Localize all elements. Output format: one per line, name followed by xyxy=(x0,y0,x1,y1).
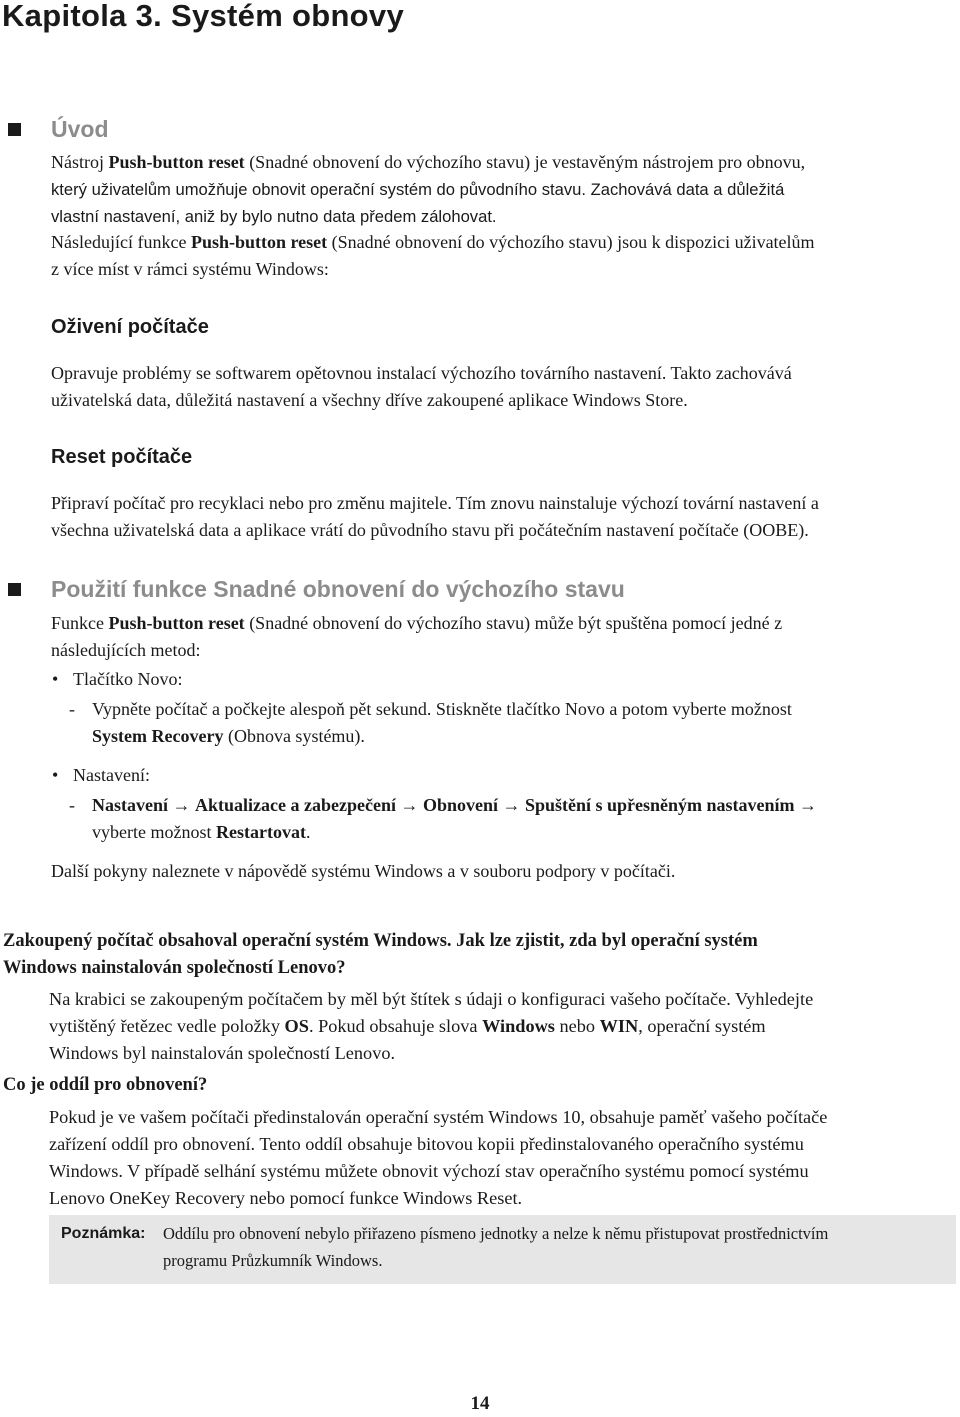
note-box xyxy=(49,1215,956,1284)
arrow-right-icon: → xyxy=(400,795,419,815)
text-line xyxy=(92,792,817,819)
page-number: 14 xyxy=(470,1393,490,1414)
subheading-refresh: Oživení počítače xyxy=(51,316,209,338)
text-line: Vypněte počítač a počkejte alespoň pět sekund. Stiskněte tlačítko Novo a potom vyberte možnost xyxy=(92,699,792,719)
label-os: OS xyxy=(284,1016,309,1036)
text-line: následujících metod: xyxy=(51,640,201,660)
text-line: Windows. V případě selhání systému můžete obnovit výchozí stav operačního systému pomocí systému xyxy=(49,1161,809,1181)
text-run: . xyxy=(305,822,311,842)
settings-path xyxy=(92,792,817,846)
text-line: všechna uživatelská data a aplikace vrátí do původního stavu při počátečním nastavení počítače (OOBE). xyxy=(51,520,809,540)
arrow-right-icon: → xyxy=(799,795,818,815)
text-line: Zakoupený počítač obsahoval operační systém Windows. Jak lze zjistit, zda byl operační systém xyxy=(3,931,758,951)
text-line: uživatelská data, důležitá nastavení a všechny dříve zakoupené aplikace Windows Store. xyxy=(51,390,688,410)
bullet-label-novo: Tlačítko Novo: xyxy=(73,669,183,689)
text-run: Nástroj xyxy=(51,152,109,172)
text-line: zařízení oddíl pro obnovení. Tento oddíl obsahuje bitovou kopii předinstalovaného operačního systému xyxy=(49,1134,804,1154)
usage-intro-paragraph xyxy=(51,610,782,664)
arrow-right-icon: → xyxy=(502,795,521,815)
text-run: (Snadné obnovení do výchozího stavu) může být spuštěna pomocí jedné z xyxy=(244,613,783,633)
text-line xyxy=(51,610,782,637)
path-step: Spuštění s upřesněným nastavením xyxy=(524,795,795,815)
arrow-right-icon: → xyxy=(172,795,191,815)
intro-paragraph-2 xyxy=(51,229,815,283)
menu-option-name: System Recovery xyxy=(92,726,224,746)
text-line: Připraví počítač pro recyklaci nebo pro změnu majitele. Tím znovu nainstaluje výchozí tovární nastavení a xyxy=(51,493,819,513)
intro-paragraph-1 xyxy=(51,149,805,230)
dash-marker: - xyxy=(69,699,75,719)
text-line: Pokud je ve vašem počítači předinstalován operační systém Windows 10, obsahuje paměť vašeho počítače xyxy=(49,1107,828,1127)
text-line: z více míst v rámci systému Windows: xyxy=(51,259,329,279)
text-run: vytištěný řetězec vedle položky xyxy=(49,1016,285,1036)
chapter-title: Kapitola 3. Systém obnovy xyxy=(2,0,404,33)
path-step: Obnovení xyxy=(422,795,498,815)
text-line: Lenovo OneKey Recovery nebo pomocí funkce Windows Reset. xyxy=(49,1188,523,1208)
section-heading-intro: Úvod xyxy=(51,116,109,142)
text-line xyxy=(51,229,815,256)
product-name: Push-button reset xyxy=(108,152,245,172)
text-line xyxy=(92,819,817,846)
product-name: Push-button reset xyxy=(190,232,328,252)
faq-question-recovery-partition: Co je oddíl pro obnovení? xyxy=(3,1075,208,1095)
text-line xyxy=(51,149,805,176)
bullet-marker: • xyxy=(52,765,59,785)
reset-paragraph xyxy=(51,490,819,544)
text-line: programu Průzkumník Windows. xyxy=(163,1251,383,1270)
text-line: vlastní nastavení, aniž by bylo nutno data předem zálohovat. xyxy=(51,207,497,226)
path-step: Nastavení xyxy=(92,795,168,815)
text-line: Windows byl nainstalován společností Lenovo. xyxy=(49,1043,396,1063)
bullet-marker: • xyxy=(52,669,59,689)
text-line: Oddílu pro obnovení nebylo přiřazeno písmeno jednotky a nelze k němu přistupovat prostřednictvím xyxy=(163,1224,829,1243)
text-run: (Snadné obnovení do výchozího stavu) jsou k dispozici uživatelům xyxy=(327,232,815,252)
path-step: Aktualizace a zabezpečení xyxy=(195,795,396,815)
section-heading-usage: Použití funkce Snadné obnovení do výchozího stavu xyxy=(51,576,625,602)
novo-instructions xyxy=(92,696,792,750)
text-line: Windows nainstalován společností Lenovo? xyxy=(3,958,346,978)
faq-question-windows xyxy=(3,928,758,982)
text-run: (Obnova systému). xyxy=(223,726,365,746)
text-run: , operační systém xyxy=(638,1016,766,1036)
text-run: Funkce xyxy=(51,613,109,633)
text-line: který uživatelům umožňuje obnovit operační systém do původního stavu. Zachovává data a důležitá xyxy=(51,180,785,199)
text-run: . Pokud obsahuje slova xyxy=(308,1016,483,1036)
text-run: (Snadné obnovení do výchozího stavu) je vestavěným nástrojem pro obnovu, xyxy=(244,152,806,172)
text-line xyxy=(49,1013,813,1040)
note-label: Poznámka: xyxy=(61,1225,146,1242)
faq-answer-windows xyxy=(49,986,813,1067)
section-bullet-icon xyxy=(8,583,21,596)
menu-option-name: Restartovat xyxy=(215,822,306,842)
text-line: Na krabici se zakoupeným počítačem by měl být štítek s údaji o konfiguraci vašeho počítače. Vyhledejte xyxy=(49,989,814,1009)
subheading-reset: Reset počítače xyxy=(51,446,193,468)
dash-marker: - xyxy=(69,795,75,815)
section-bullet-icon xyxy=(8,123,21,136)
bullet-label-settings: Nastavení: xyxy=(73,765,150,785)
text-run: vyberte možnost xyxy=(92,822,216,842)
text-line: Opravuje problémy se softwarem opětovnou instalací výchozího továrního nastavení. Takto zachovává xyxy=(51,363,792,383)
refresh-paragraph xyxy=(51,360,792,414)
text-line xyxy=(92,723,792,750)
label-win: WIN xyxy=(599,1016,639,1036)
faq-answer-recovery-partition xyxy=(49,1104,827,1212)
usage-closing: Další pokyny naleznete v nápovědě systému Windows a v souboru podpory v počítači. xyxy=(51,861,676,881)
product-name: Push-button reset xyxy=(108,613,245,633)
text-run: Následující funkce xyxy=(51,232,191,252)
label-windows: Windows xyxy=(482,1016,555,1036)
text-run: nebo xyxy=(554,1016,600,1036)
note-text xyxy=(163,1220,828,1274)
